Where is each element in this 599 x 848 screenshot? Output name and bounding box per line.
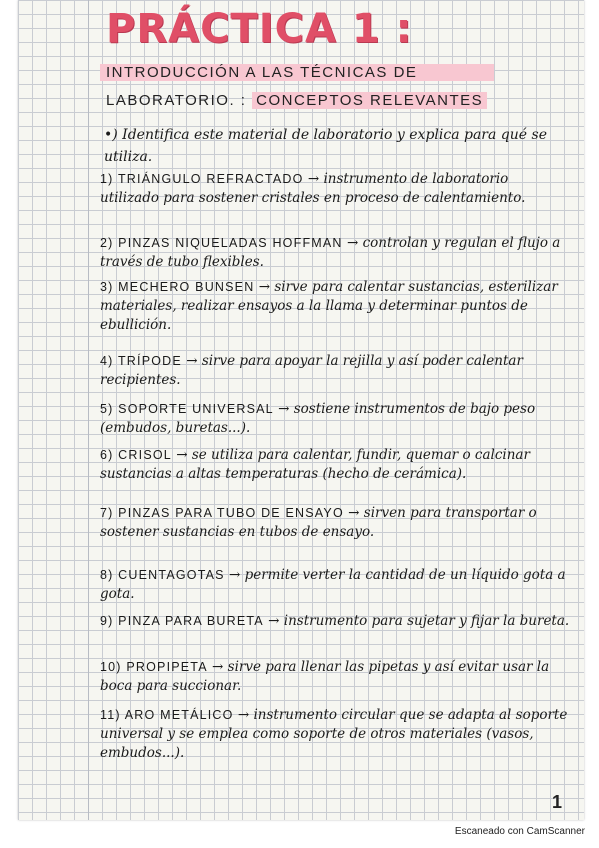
item-desc: → instrumento para sujetar y fijar la bureta. <box>263 613 570 629</box>
item-desc: → sirven para transportar o sostener sustancias en tubos de ensayo. <box>100 505 537 540</box>
list-item <box>100 566 570 604</box>
list-item <box>100 400 570 438</box>
list-item <box>100 504 570 542</box>
item-desc: → sostiene instrumentos de bajo peso (embudos, buretas...). <box>100 401 536 436</box>
item-name: 10) PROPIPETA <box>100 660 208 674</box>
item-desc: → instrumento circular que se adapta al soporte universal y se emplea como soporte de otros materiales (vasos, embudos...). <box>100 707 568 761</box>
item-name: 2) PINZAS NIQUELADAS HOFFMAN <box>100 236 343 250</box>
subtitle-line-2 <box>100 92 493 109</box>
list-item <box>100 658 570 696</box>
item-name: 6) CRISOL <box>100 448 172 462</box>
page-title: PRÁCTICA 1 : <box>96 6 423 52</box>
list-item <box>100 612 570 631</box>
item-name: 9) PINZA PARA BURETA <box>100 614 264 628</box>
item-name: 1) TRIÁNGULO REFRACTADO <box>100 172 304 186</box>
subtitle-highlight: CONCEPTOS RELEVANTES <box>252 92 487 109</box>
item-desc: → sirve para llenar las pipetas y así evitar usar la boca para succionar. <box>100 659 550 694</box>
list-item <box>100 706 570 763</box>
list-item <box>100 352 570 390</box>
margin-line <box>88 0 89 820</box>
item-desc: → sirve para calentar sustancias, esterilizar materiales, realizar ensayos a la llama y determinar puntos de ebullición. <box>100 279 558 333</box>
scanner-watermark: Escaneado con CamScanner <box>454 826 585 837</box>
item-name: 5) SOPORTE UNIVERSAL <box>100 402 274 416</box>
intro-instruction: •) Identifica este material de laboratorio y explica para qué se utiliza. <box>104 127 547 165</box>
page-number: 1 <box>552 792 563 812</box>
item-name: 4) TRÍPODE <box>100 354 182 368</box>
list-item <box>100 170 570 208</box>
item-desc: → sirve para apoyar la rejilla y así poder calentar recipientes. <box>100 353 523 388</box>
list-item <box>100 446 570 484</box>
list-item <box>100 234 570 272</box>
item-name: 7) PINZAS PARA TUBO DE ENSAYO <box>100 506 344 520</box>
subtitle-prefix: LABORATORIO. : <box>106 92 253 109</box>
notebook-page <box>18 0 584 820</box>
item-name: 3) MECHERO BUNSEN <box>100 280 255 294</box>
subtitle-line-1: INTRODUCCIÓN A LAS TÉCNICAS DE <box>100 64 494 81</box>
item-desc: → instrumento de laboratorio utilizado para sostener cristales en proceso de calentamiento. <box>100 171 526 206</box>
list-item <box>100 278 570 335</box>
item-name: 11) ARO METÁLICO <box>100 708 234 722</box>
item-desc: → permite verter la cantidad de un líquido gota a gota. <box>100 567 566 602</box>
item-desc: → se utiliza para calentar, fundir, quemar o calcinar sustancias a altas temperaturas (hecho de cerámica). <box>100 447 530 482</box>
item-desc: → controlan y regulan el flujo a través de tubo flexibles. <box>100 235 561 270</box>
item-name: 8) CUENTAGOTAS <box>100 568 225 582</box>
